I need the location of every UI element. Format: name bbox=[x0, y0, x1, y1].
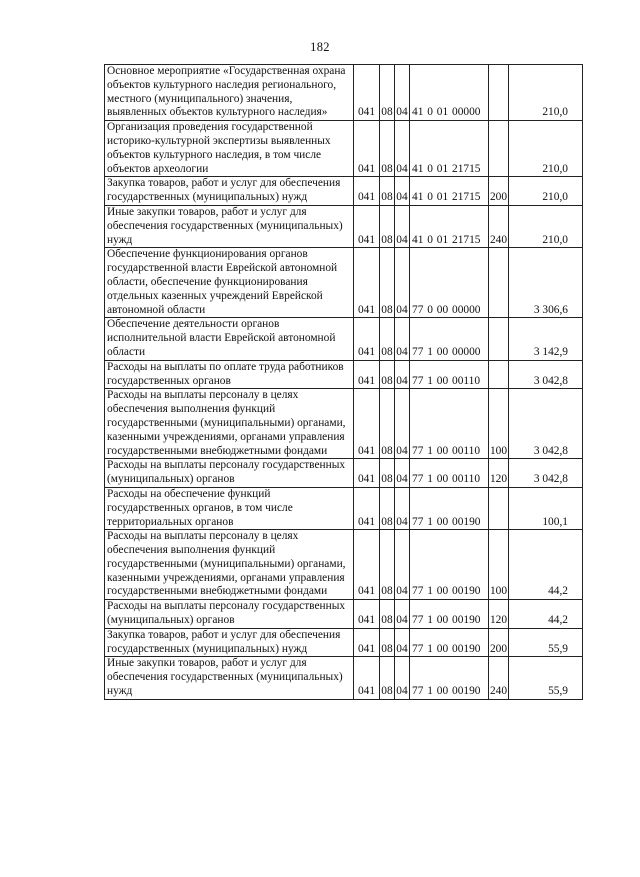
row-expense-type-cell bbox=[489, 360, 509, 389]
row-name-cell: Иные закупки товаров, работ и услуг для обеспечения государственных (муниципальных) нужд bbox=[105, 657, 354, 699]
row-ministry-code-cell: 041 bbox=[354, 530, 380, 600]
row-expense-type-cell: 100 bbox=[489, 530, 509, 600]
row-subsection-cell: 04 bbox=[395, 360, 410, 389]
row-subsection-cell: 04 bbox=[395, 177, 410, 206]
row-section-cell: 08 bbox=[380, 65, 395, 121]
row-ministry-code-cell: 041 bbox=[354, 177, 380, 206]
table-row bbox=[105, 318, 583, 360]
row-amount-cell: 3 042,8 bbox=[509, 389, 583, 459]
row-target-article-cell: 77 1 00 00110 bbox=[410, 389, 489, 459]
row-target-article-cell: 77 1 00 00190 bbox=[410, 530, 489, 600]
row-amount-cell: 3 042,8 bbox=[509, 360, 583, 389]
row-name-cell: Закупка товаров, работ и услуг для обеспечения государственных (муниципальных) нужд bbox=[105, 628, 354, 657]
row-expense-type-cell bbox=[489, 248, 509, 318]
row-amount-cell: 44,2 bbox=[509, 530, 583, 600]
row-amount-cell: 210,0 bbox=[509, 177, 583, 206]
row-ministry-code-cell: 041 bbox=[354, 657, 380, 699]
row-expense-type-cell bbox=[489, 65, 509, 121]
row-section-cell: 08 bbox=[380, 657, 395, 699]
table-row bbox=[105, 389, 583, 459]
row-amount-cell: 210,0 bbox=[509, 205, 583, 247]
row-ministry-code-cell: 041 bbox=[354, 389, 380, 459]
row-section-cell: 08 bbox=[380, 248, 395, 318]
row-name-cell: Организация проведения государственной историко-культурной экспертизы выявленных объектов культурного наследия, в том числе объектов археологии bbox=[105, 121, 354, 177]
row-subsection-cell: 04 bbox=[395, 600, 410, 629]
row-section-cell: 08 bbox=[380, 177, 395, 206]
row-target-article-cell: 77 1 00 00190 bbox=[410, 657, 489, 699]
row-amount-cell: 3 306,6 bbox=[509, 248, 583, 318]
table-row bbox=[105, 657, 583, 699]
row-section-cell: 08 bbox=[380, 530, 395, 600]
table-row bbox=[105, 487, 583, 529]
row-subsection-cell: 04 bbox=[395, 205, 410, 247]
row-section-cell: 08 bbox=[380, 389, 395, 459]
row-subsection-cell: 04 bbox=[395, 657, 410, 699]
row-name-cell: Расходы на обеспечение функций государственных органов, в том числе территориальных органов bbox=[105, 487, 354, 529]
row-ministry-code-cell: 041 bbox=[354, 318, 380, 360]
row-subsection-cell: 04 bbox=[395, 65, 410, 121]
row-target-article-cell: 77 1 00 00110 bbox=[410, 459, 489, 488]
row-target-article-cell: 41 0 01 21715 bbox=[410, 177, 489, 206]
row-target-article-cell: 41 0 01 21715 bbox=[410, 121, 489, 177]
row-ministry-code-cell: 041 bbox=[354, 360, 380, 389]
budget-table-body bbox=[105, 65, 583, 700]
row-ministry-code-cell: 041 bbox=[354, 121, 380, 177]
row-subsection-cell: 04 bbox=[395, 389, 410, 459]
table-row bbox=[105, 205, 583, 247]
row-name-cell: Обеспечение функционирования органов государственной власти Еврейской автономной области, обеспечение функционирования отдельных казенных учреждений Еврейской автономной области bbox=[105, 248, 354, 318]
table-row bbox=[105, 177, 583, 206]
row-section-cell: 08 bbox=[380, 459, 395, 488]
row-subsection-cell: 04 bbox=[395, 121, 410, 177]
row-ministry-code-cell: 041 bbox=[354, 487, 380, 529]
row-subsection-cell: 04 bbox=[395, 459, 410, 488]
row-target-article-cell: 41 0 01 21715 bbox=[410, 205, 489, 247]
row-expense-type-cell: 200 bbox=[489, 177, 509, 206]
row-name-cell: Закупка товаров, работ и услуг для обеспечения государственных (муниципальных) нужд bbox=[105, 177, 354, 206]
row-amount-cell: 55,9 bbox=[509, 657, 583, 699]
table-row bbox=[105, 65, 583, 121]
table-row bbox=[105, 530, 583, 600]
row-target-article-cell: 77 0 00 00000 bbox=[410, 248, 489, 318]
table-row bbox=[105, 628, 583, 657]
row-expense-type-cell: 100 bbox=[489, 389, 509, 459]
row-name-cell: Расходы на выплаты персоналу в целях обеспечения выполнения функций государственными (муниципальными) органами, казенными учреждениями, органами управления государственными внебюджетными фондами bbox=[105, 530, 354, 600]
row-expense-type-cell bbox=[489, 487, 509, 529]
row-ministry-code-cell: 041 bbox=[354, 459, 380, 488]
table-row bbox=[105, 121, 583, 177]
row-ministry-code-cell: 041 bbox=[354, 628, 380, 657]
row-ministry-code-cell: 041 bbox=[354, 248, 380, 318]
row-section-cell: 08 bbox=[380, 600, 395, 629]
row-amount-cell: 3 142,9 bbox=[509, 318, 583, 360]
row-expense-type-cell: 200 bbox=[489, 628, 509, 657]
table-row bbox=[105, 600, 583, 629]
row-target-article-cell: 77 1 00 00000 bbox=[410, 318, 489, 360]
row-expense-type-cell bbox=[489, 121, 509, 177]
row-expense-type-cell: 120 bbox=[489, 600, 509, 629]
row-ministry-code-cell: 041 bbox=[354, 65, 380, 121]
row-subsection-cell: 04 bbox=[395, 530, 410, 600]
row-target-article-cell: 77 1 00 00190 bbox=[410, 487, 489, 529]
row-ministry-code-cell: 041 bbox=[354, 600, 380, 629]
row-target-article-cell: 77 1 00 00110 bbox=[410, 360, 489, 389]
table-row bbox=[105, 360, 583, 389]
row-expense-type-cell: 240 bbox=[489, 657, 509, 699]
budget-table bbox=[104, 64, 583, 700]
row-section-cell: 08 bbox=[380, 360, 395, 389]
row-amount-cell: 100,1 bbox=[509, 487, 583, 529]
row-amount-cell: 55,9 bbox=[509, 628, 583, 657]
row-name-cell: Расходы на выплаты по оплате труда работников государственных органов bbox=[105, 360, 354, 389]
row-section-cell: 08 bbox=[380, 318, 395, 360]
row-name-cell: Основное мероприятие «Государственная охрана объектов культурного наследия регионального, местного (муниципального) значения, выявленных объектов культурного наследия» bbox=[105, 65, 354, 121]
row-target-article-cell: 41 0 01 00000 bbox=[410, 65, 489, 121]
row-name-cell: Расходы на выплаты персоналу государственных (муниципальных) органов bbox=[105, 600, 354, 629]
row-section-cell: 08 bbox=[380, 121, 395, 177]
row-expense-type-cell: 120 bbox=[489, 459, 509, 488]
row-subsection-cell: 04 bbox=[395, 487, 410, 529]
row-target-article-cell: 77 1 00 00190 bbox=[410, 600, 489, 629]
row-expense-type-cell bbox=[489, 318, 509, 360]
row-target-article-cell: 77 1 00 00190 bbox=[410, 628, 489, 657]
row-amount-cell: 210,0 bbox=[509, 121, 583, 177]
row-subsection-cell: 04 bbox=[395, 318, 410, 360]
row-name-cell: Расходы на выплаты персоналу в целях обеспечения выполнения функций государственными (муниципальными) органами, казенными учреждениями, органами управления государственными внебюджетными фондами bbox=[105, 389, 354, 459]
table-row bbox=[105, 248, 583, 318]
row-amount-cell: 44,2 bbox=[509, 600, 583, 629]
row-amount-cell: 3 042,8 bbox=[509, 459, 583, 488]
row-expense-type-cell: 240 bbox=[489, 205, 509, 247]
page-number: 182 bbox=[310, 40, 330, 54]
row-subsection-cell: 04 bbox=[395, 248, 410, 318]
row-subsection-cell: 04 bbox=[395, 628, 410, 657]
row-amount-cell: 210,0 bbox=[509, 65, 583, 121]
row-ministry-code-cell: 041 bbox=[354, 205, 380, 247]
row-section-cell: 08 bbox=[380, 628, 395, 657]
row-name-cell: Расходы на выплаты персоналу государственных (муниципальных) органов bbox=[105, 459, 354, 488]
row-section-cell: 08 bbox=[380, 205, 395, 247]
table-row bbox=[105, 459, 583, 488]
row-name-cell: Иные закупки товаров, работ и услуг для обеспечения государственных (муниципальных) нужд bbox=[105, 205, 354, 247]
row-section-cell: 08 bbox=[380, 487, 395, 529]
row-name-cell: Обеспечение деятельности органов исполнительной власти Еврейской автономной области bbox=[105, 318, 354, 360]
